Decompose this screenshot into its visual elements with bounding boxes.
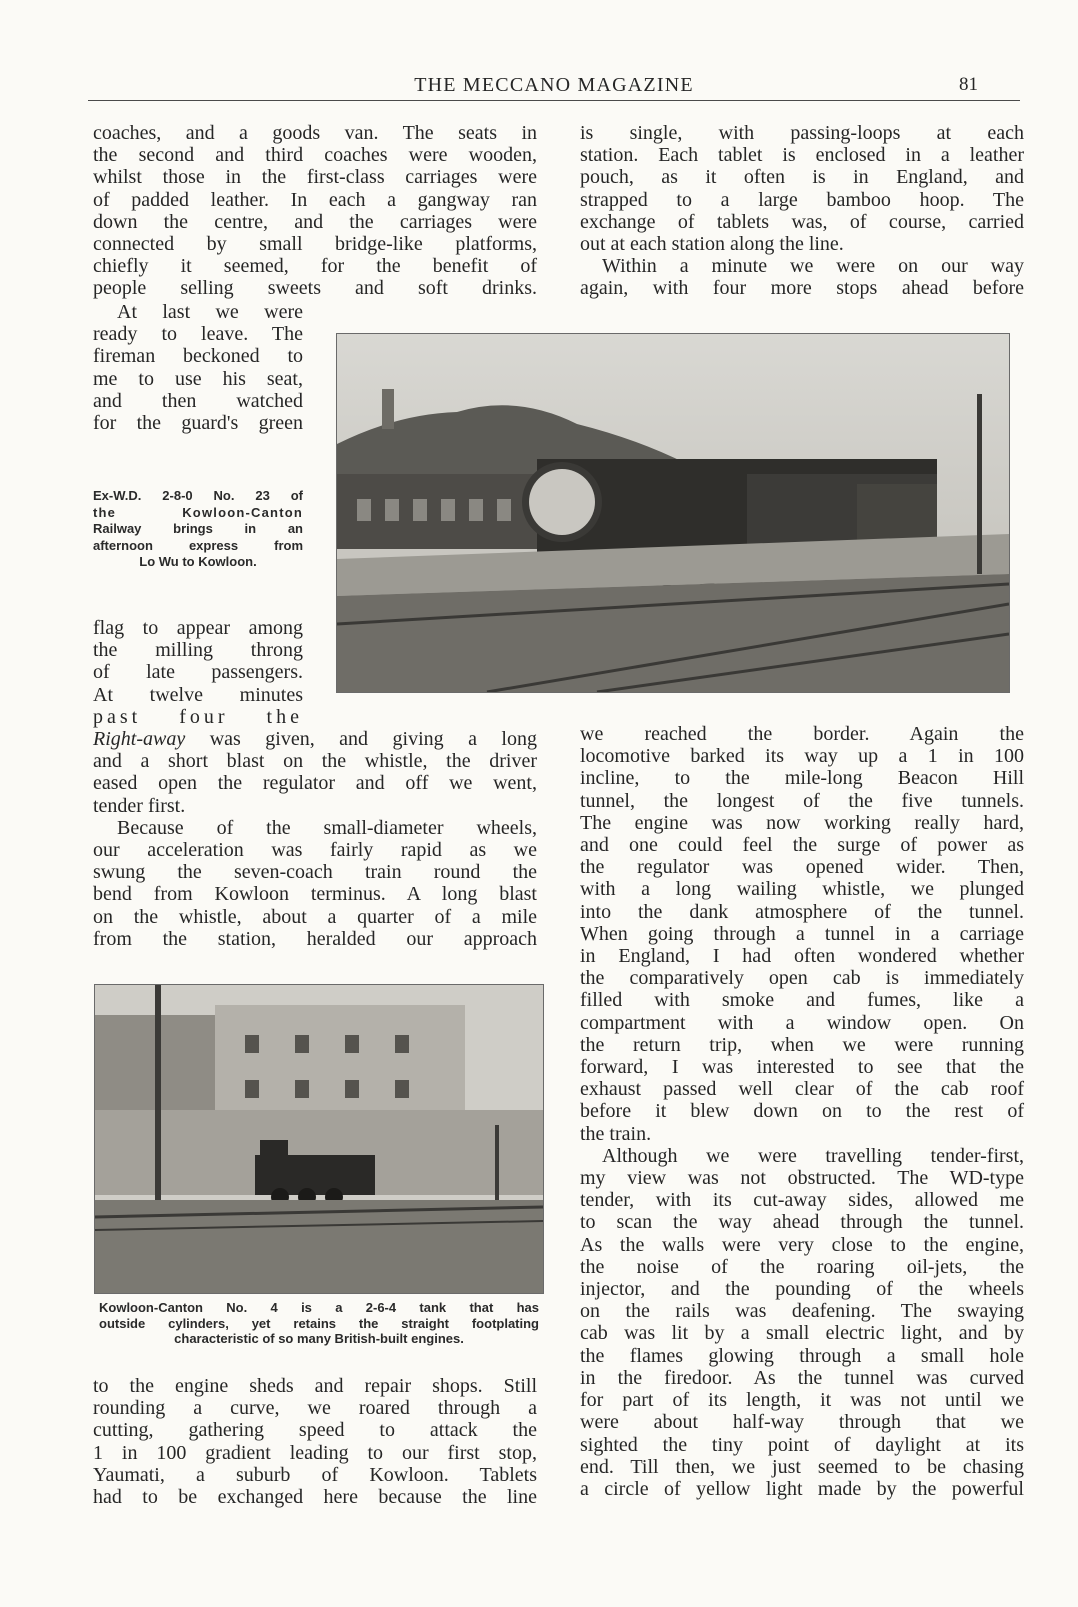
- text-line: of late passengers.: [93, 661, 303, 684]
- text-line: to the engine sheds and repair shops. Still: [93, 1375, 537, 1397]
- text-line: tunnel, the longest of the five tunnels.: [580, 789, 1024, 812]
- text-line: we reached the border. Again the: [580, 723, 1024, 745]
- text-line: coaches, and a goods van. The seats in: [93, 122, 537, 144]
- text-line: whilst those in the first-class carriages were: [93, 166, 537, 189]
- photo-caption-1: [93, 488, 303, 571]
- photo-tank-engine: [94, 984, 544, 1294]
- left-middle-paragraph: [93, 728, 537, 950]
- text-line: the noise of the roaring oil-jets, the: [580, 1255, 1024, 1278]
- text-line: Yaumati, a suburb of Kowloon. Tablets: [93, 1463, 537, 1486]
- caption-line: Railway brings in an: [93, 521, 303, 536]
- text-line: At twelve minutes: [93, 683, 303, 706]
- text-line: pouch, as it often is in England, and: [580, 166, 1024, 189]
- right-bottom-paragraph: [580, 723, 1024, 1500]
- text-line: a circle of yellow light made by the powerful: [580, 1477, 1024, 1500]
- text-line: our acceleration was fairly rapid as we: [93, 839, 537, 862]
- text-line: cutting, gathering speed to attack the: [93, 1419, 537, 1442]
- text-line: for part of its length, it was not until we: [580, 1389, 1024, 1412]
- left-top-paragraph: [93, 122, 537, 300]
- text-line: before it blew down on to the rest of: [580, 1100, 1024, 1123]
- text-line: with a long wailing whistle, we plunged: [580, 878, 1024, 901]
- text-line: ready to leave. The: [93, 323, 303, 346]
- caption-line: outside cylinders, yet retains the straight footplating: [99, 1315, 539, 1331]
- caption-line: Kowloon-Canton No. 4 is a 2-6-4 tank that has: [99, 1300, 539, 1315]
- text-line: tender first.: [93, 794, 186, 817]
- text-line: again, with four more stops ahead before: [580, 277, 1024, 300]
- text-line: connected by small bridge-like platforms,: [93, 233, 537, 256]
- text-line: the second and third coaches were wooden,: [93, 144, 537, 167]
- page-header: [88, 72, 1020, 101]
- text-line: rounding a curve, we roared through a: [93, 1397, 537, 1420]
- text-line: the flames glowing through a small hole: [580, 1344, 1024, 1367]
- text-line: filled with smoke and fumes, like a: [580, 989, 1024, 1012]
- text-line: the comparatively open cab is immediately: [580, 967, 1024, 990]
- text-line: sighted the tiny point of daylight at its: [580, 1433, 1024, 1456]
- text-line: The engine was now working really hard,: [580, 811, 1024, 834]
- text-line: injector, and the pounding of the wheels: [580, 1278, 1024, 1301]
- text-line: [93, 728, 537, 750]
- text-line: strapped to a large bamboo hoop. The: [580, 188, 1024, 211]
- text-line: exchange of tablets was, of course, carried: [580, 210, 1024, 233]
- caption-line: the Kowloon-Canton: [93, 504, 303, 520]
- text-line: 1 in 100 gradient leading to our first stop,: [93, 1441, 537, 1464]
- text-line: incline, to the mile-long Beacon Hill: [580, 767, 1024, 790]
- text-line: forward, I was interested to see that the: [580, 1056, 1024, 1079]
- text-line: the regulator was opened wider. Then,: [580, 856, 1024, 879]
- text-line: on the rails was deafening. The swaying: [580, 1300, 1024, 1323]
- caption-line: Ex-W.D. 2-8-0 No. 23 of: [93, 488, 303, 503]
- text-line: on the whistle, about a quarter of a mile: [93, 905, 537, 928]
- caption-line: afternoon express from: [93, 537, 303, 553]
- text-line: flag to appear among: [93, 617, 303, 639]
- text-line: is single, with passing-loops at each: [580, 122, 1024, 144]
- text-line: locomotive barked its way up a 1 in 100: [580, 745, 1024, 768]
- text-line: the train.: [580, 1122, 652, 1145]
- text-line: for the guard's green: [93, 412, 303, 435]
- text-line: tender, with its cut-away sides, allowed me: [580, 1189, 1024, 1212]
- text-line: and one could feel the surge of power as: [580, 834, 1024, 857]
- text-line: me to use his seat,: [93, 367, 303, 390]
- page-number: 81: [959, 74, 978, 95]
- text-line: down the centre, and the carriages were: [93, 210, 537, 233]
- text-line: out at each station along the line.: [580, 233, 844, 256]
- left-bottom-paragraph: [93, 1375, 537, 1508]
- text-line: swung the seven-coach train round the: [93, 861, 537, 884]
- italic-term: Right-away: [93, 728, 186, 750]
- train-photo-drawing: [337, 334, 1009, 692]
- text-line: Within a minute we were on our way: [602, 255, 1024, 278]
- text-line: When going through a tunnel in a carriage: [580, 922, 1024, 945]
- text-line: in the firedoor. As the tunnel was curved: [580, 1366, 1024, 1389]
- magazine-title: THE MECCANO MAGAZINE: [414, 74, 694, 96]
- photo-caption-2: [99, 1300, 539, 1347]
- photo-express-train: [336, 333, 1010, 693]
- text-line: the return trip, when we were running: [580, 1033, 1024, 1056]
- text-line: my view was not obstructed. The WD-type: [580, 1167, 1024, 1190]
- narrow-paragraph-2: [93, 617, 303, 728]
- narrow-paragraph-1: [93, 301, 303, 434]
- text-line: chiefly it seemed, for the benefit of: [93, 255, 537, 278]
- text-line: Because of the small-diameter wheels,: [117, 816, 537, 839]
- right-top-paragraph: [580, 122, 1024, 300]
- text-line: bend from Kowloon terminus. A long blast: [93, 883, 537, 906]
- caption-line: Lo Wu to Kowloon.: [139, 554, 257, 569]
- text-line: of padded leather. In each a gangway ran: [93, 188, 537, 211]
- text-line: As the walls were very close to the engine,: [580, 1233, 1024, 1256]
- text-line: exhaust passed well clear of the cab roof: [580, 1078, 1024, 1101]
- text-fragment: was given, and giving a long: [185, 728, 537, 750]
- text-line: Although we were travelling tender-first,: [602, 1144, 1024, 1167]
- text-line: and a short blast on the whistle, the driver: [93, 750, 537, 773]
- text-line: from the station, heralded our approach: [93, 927, 537, 950]
- text-line: fireman beckoned to: [93, 345, 303, 368]
- text-line: cab was lit by a small electric light, and by: [580, 1322, 1024, 1345]
- text-line: the milling throng: [93, 639, 303, 662]
- text-line: into the dank atmosphere of the tunnel.: [580, 900, 1024, 923]
- text-line: had to be exchanged here because the line: [93, 1486, 537, 1509]
- text-line: were about half-way through that we: [580, 1411, 1024, 1434]
- tank-engine-photo-drawing: [95, 985, 543, 1293]
- text-line: At last we were: [117, 301, 303, 323]
- text-line: people selling sweets and soft drinks.: [93, 277, 537, 300]
- text-line: in England, I had often wondered whether: [580, 945, 1024, 968]
- text-line: and then watched: [93, 389, 303, 412]
- text-line: eased open the regulator and off we went,: [93, 772, 537, 795]
- caption-line: characteristic of so many British-built engines.: [174, 1331, 464, 1346]
- text-line: station. Each tablet is enclosed in a leather: [580, 144, 1024, 167]
- text-line: past four the: [93, 705, 303, 728]
- text-line: to scan the way ahead through the tunnel.: [580, 1211, 1024, 1234]
- text-line: compartment with a window open. On: [580, 1011, 1024, 1034]
- text-line: end. Till then, we just seemed to be chasing: [580, 1455, 1024, 1478]
